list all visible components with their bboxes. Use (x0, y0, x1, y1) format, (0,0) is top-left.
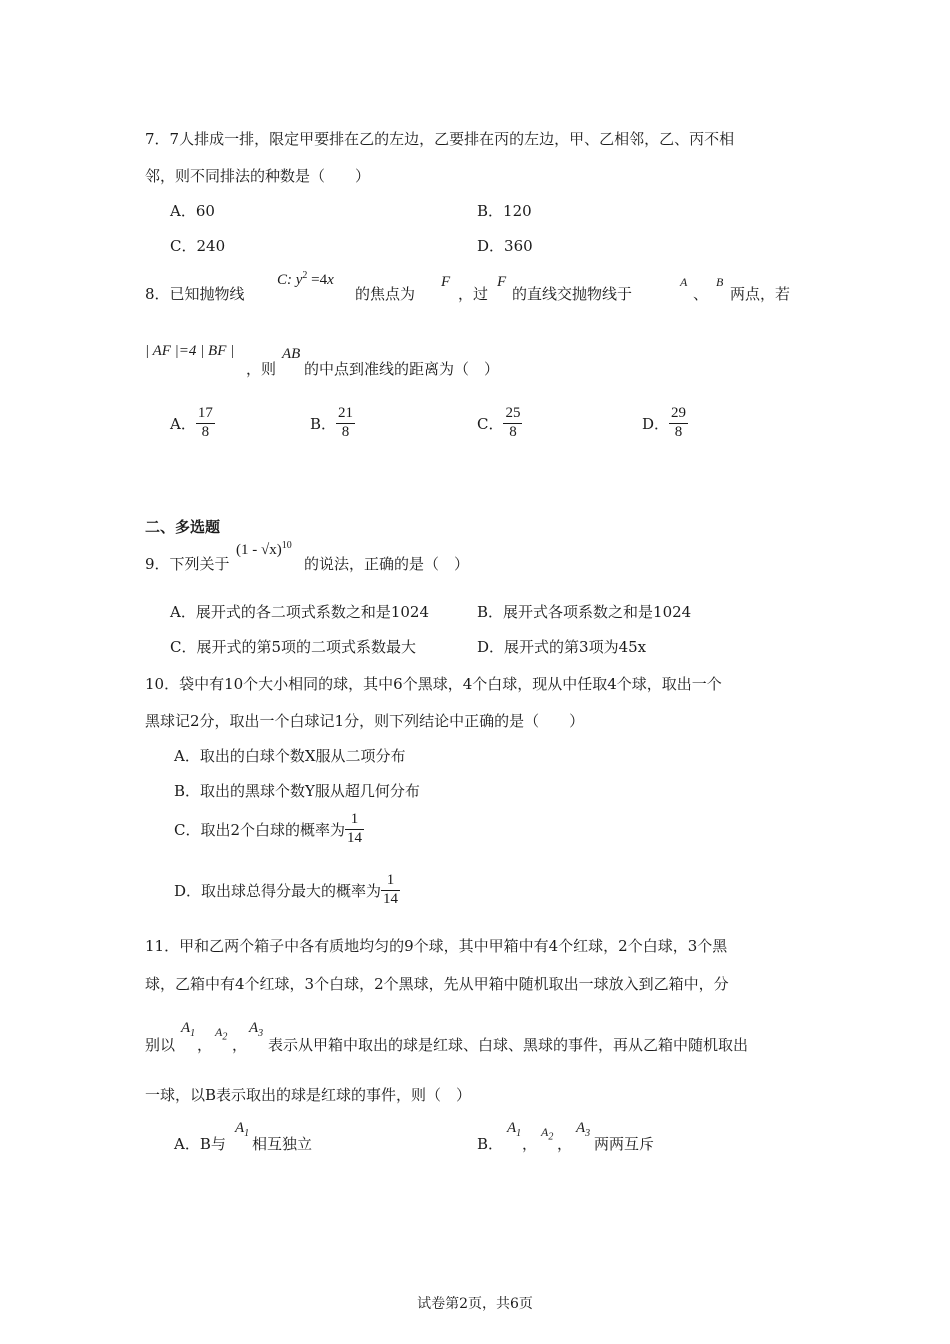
q11-option-a-post: 相互独立 (252, 1135, 313, 1153)
q11-line1: 11．甲和乙两个箱子中各有质地均匀的9个球，其中甲箱中有4个红球，2个白球，3个黑 (145, 937, 728, 955)
q11-option-b-comma1: ， (522, 1135, 538, 1153)
q11-line3-post: 表示从甲箱中取出的球是红球、白球、黑球的事件，再从乙箱中随机取出 (268, 1036, 749, 1054)
q10-line2: 黑球记2分，取出一个白球记1分，则下列结论中正确的是（ ） (145, 712, 585, 730)
q8-point-b: B (716, 275, 724, 289)
q8-option-b: B． $\frac{21}{8}$ (310, 405, 354, 440)
page-footer: 试卷第2页，共6页 (417, 1296, 533, 1312)
q8-text-two-points: 两点，若 (730, 285, 791, 303)
q9-formula: (1 - √x)$^{10}$ (236, 540, 292, 558)
q10-option-d: D．取出球总得分最大的概率为 $\frac{1}{14}$ (174, 872, 399, 907)
q11-event-a2: $A_2$ (215, 1025, 228, 1043)
q8-parabola-formula: C: $y^2 =4x$ (277, 270, 334, 288)
q9-option-c: C．展开式的第5项的二项式系数最大 (170, 638, 417, 656)
q11-comma2: ， (232, 1036, 248, 1054)
q7-option-a: A．60 (170, 202, 215, 220)
q8-option-d: D． $\frac{29}{8}$ (642, 405, 687, 440)
q8-F1: F (441, 274, 451, 290)
q8-AB: AB (282, 346, 301, 362)
q8-condition: | AF |=4 | BF | (145, 343, 235, 359)
q8-option-c: C． $\frac{25}{8}$ (477, 405, 521, 440)
q10-option-a: A．取出的白球个数X服从二项分布 (174, 747, 406, 765)
q9-label: 9．下列关于 (145, 555, 230, 573)
q8-F2: F (497, 274, 507, 290)
q9-option-b: B．展开式各项系数之和是1024 (477, 603, 692, 621)
q8-option-a: A． $\frac{17}{8}$ (170, 405, 213, 440)
q9-option-a: A．展开式的各二项式系数之和是1024 (170, 603, 430, 621)
q8-question: 的中点到准线的距离为（ ） (304, 360, 500, 378)
q8-text-line: 的直线交抛物线于 (512, 285, 633, 303)
q11-option-b-a2: $A_2$ (541, 1125, 554, 1143)
section-heading: 二、多选题 (145, 518, 221, 536)
q7-option-d: D．360 (477, 237, 533, 255)
q8-text-through: ，过 (458, 285, 489, 303)
q8-label: 8．已知抛物线 (145, 285, 245, 303)
q11-line4: 一球，以B表示取出的球是红球的事件，则（ ） (145, 1086, 472, 1104)
q9-tail: 的说法，正确的是（ ） (304, 555, 470, 573)
q9-option-d: D．展开式的第3项为45x (477, 638, 647, 656)
q7-line2: 邻，则不同排法的种数是（ ） (145, 167, 371, 185)
q8-point-a: A (680, 275, 688, 289)
q7-option-b: B．120 (477, 202, 532, 220)
q11-option-b-post: 两两互斥 (594, 1135, 655, 1153)
q11-option-b-a3: $A_3$ (576, 1120, 591, 1139)
q10-option-c: C．取出2个白球的概率为 $\frac{1}{14}$ (174, 811, 363, 846)
q7-option-c: C．240 (170, 237, 226, 255)
q11-line2: 球，乙箱中有4个红球，3个白球，2个黑球，先从甲箱中随机取出一球放入到乙箱中，分 (145, 975, 729, 993)
q10-option-b: B．取出的黑球个数Y服从超几何分布 (174, 782, 420, 800)
q11-option-a-pre: A．B与 (174, 1135, 226, 1153)
q11-option-a-event: $A_1$ (235, 1120, 250, 1139)
q11-event-a1: $A_1$ (181, 1020, 196, 1039)
q10-line1: 10．袋中有10个大小相同的球，其中6个黑球，4个白球，现从中任取4个球，取出一个 (145, 675, 722, 693)
q8-sep: 、 (693, 285, 709, 303)
q7-line1: 7．7人排成一排，限定甲要排在乙的左边，乙要排在丙的左边，甲、乙相邻，乙、丙不相 (145, 130, 735, 148)
q11-event-a3: $A_3$ (249, 1020, 264, 1039)
q8-text-focus: 的焦点为 (355, 285, 416, 303)
q8-text-then: ，则 (246, 360, 277, 378)
q11-option-b-comma2: ， (557, 1135, 573, 1153)
q11-option-b-a1: $A_1$ (507, 1120, 522, 1139)
q11-line3-pre: 别以 (145, 1036, 176, 1054)
q11-option-b-pre: B． (477, 1135, 504, 1153)
q11-comma1: ， (197, 1036, 213, 1054)
